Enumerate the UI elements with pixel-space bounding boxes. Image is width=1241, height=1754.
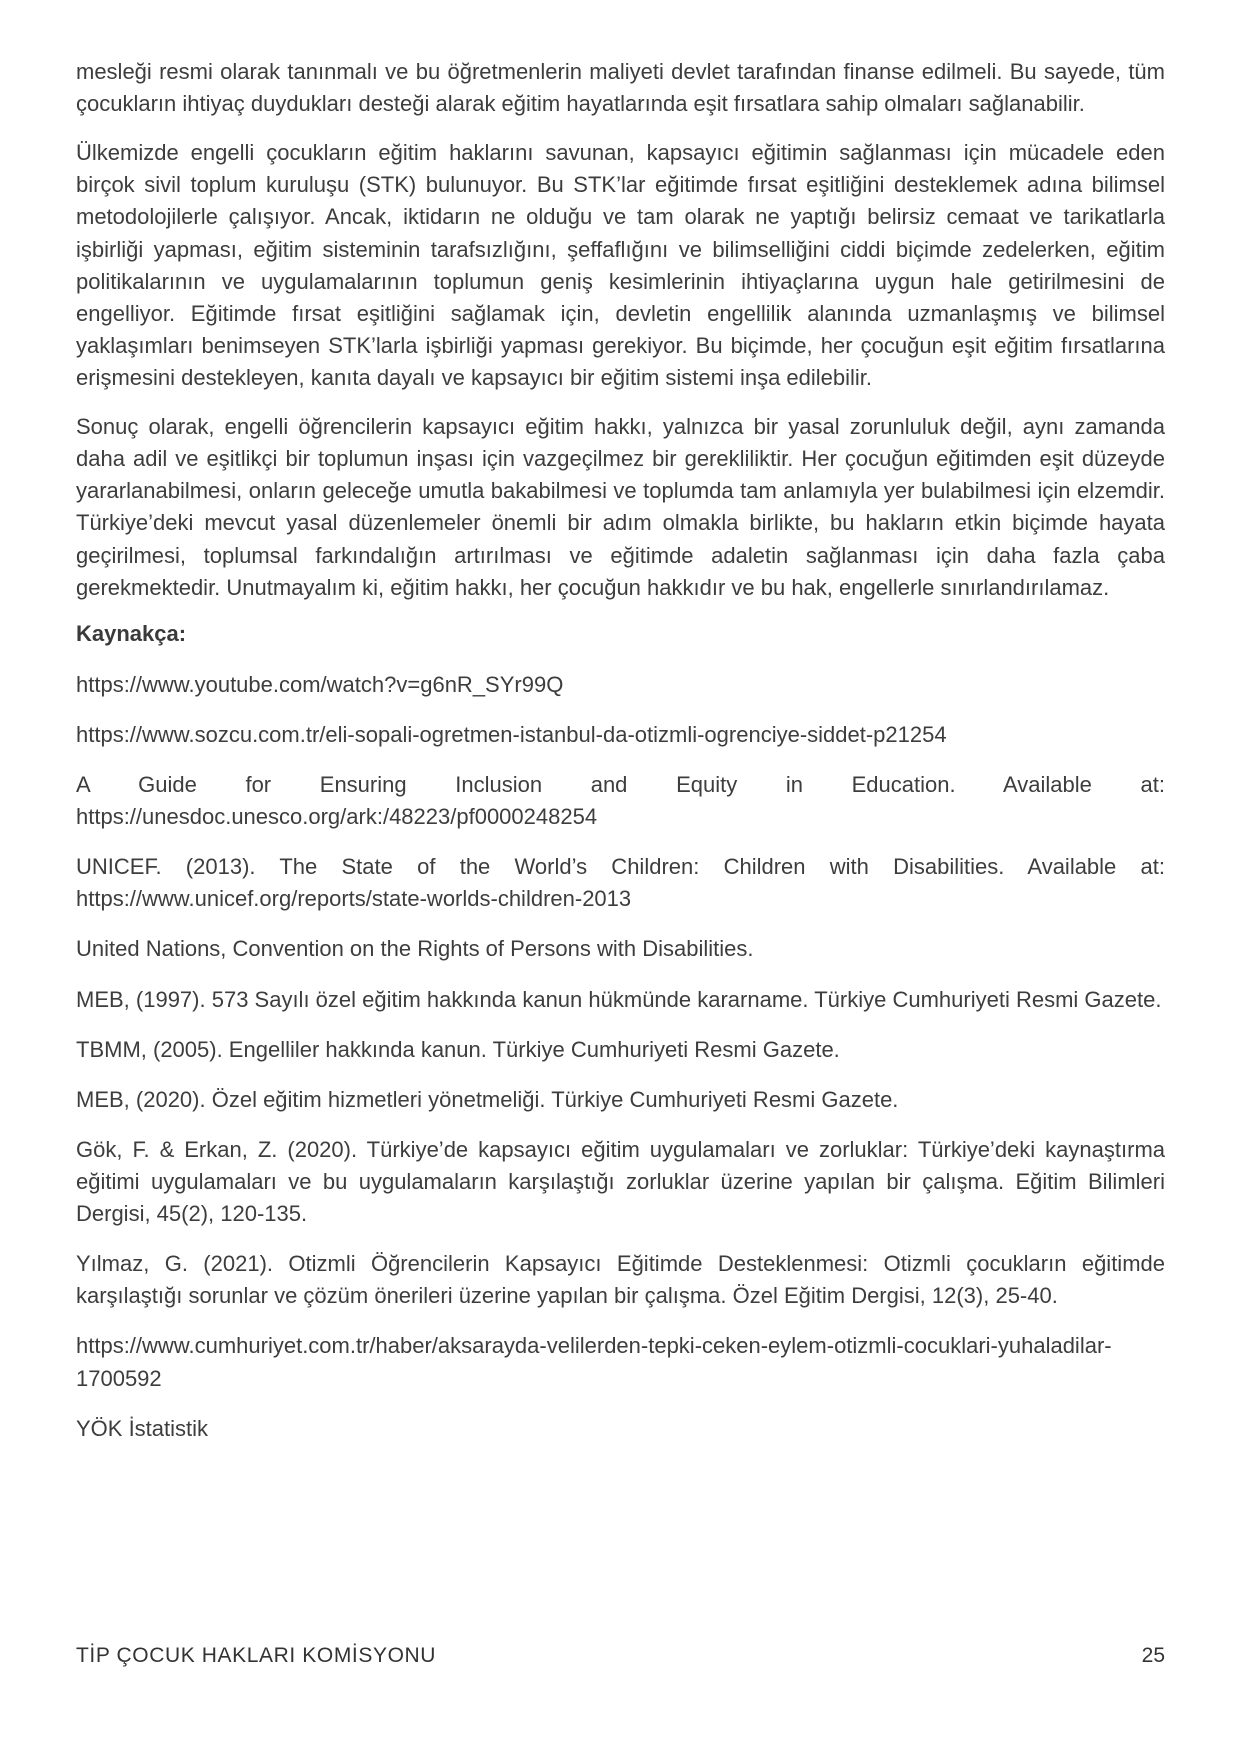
reference-item: United Nations, Convention on the Rights of Persons with Disabilities. — [76, 936, 754, 962]
references-list — [76, 669, 1165, 1445]
reference-item: YÖK İstatistik — [76, 1415, 209, 1441]
reference-item: https://www.cumhuriyet.com.tr/haber/aksarayda-velilerden-tepki-ceken-eylem-otizmli-cocuklari-yuhaladilar-1700592 — [76, 1333, 1112, 1391]
paragraph-2: Ülkemizde engelli çocukların eğitim haklarını savunan, kapsayıcı eğitimin sağlanması için mücadele eden birçok sivil toplum kuruluşu (STK) bulunuyor. Bu STK’lar eğitimde fırsat eşitliğini desteklemek adına bilimsel metodolojilerle çalışıyor. Ancak, iktidarın ne olduğu ve tam olarak ne yaptığı belirsiz cemaat ve tarikatlarla işbirliği yapması, eğitim sisteminin tarafsızlığını, şeffaflığını ve bilimselliğini ciddi biçimde zedelerken, eğitim politikalarının ve uygulamalarının toplumun geniş kesimlerinin ihtiyaçlarına uygun hale getirilmesini de engelliyor. Eğitimde fırsat eşitliğini sağlamak için, devletin engellilik alanında uzmanlaşmış ve bilimsel yaklaşımları benimseyen STK’larla işbirliği yapması gerekiyor. Bu biçimde, her çocuğun eşit eğitim fırsatlarına erişmesini destekleyen, kanıta dayalı ve kapsayıcı bir eğitim sistemi inşa edilebilir. — [76, 140, 1165, 390]
reference-item: TBMM, (2005). Engelliler hakkında kanun. Türkiye Cumhuriyeti Resmi Gazete. — [76, 1036, 840, 1062]
body-text — [76, 56, 1165, 604]
reference-item: Gök, F. & Erkan, Z. (2020). Türkiye’de kapsayıcı eğitim uygulamaları ve zorluklar: Türkiye’deki kaynaştırma eğitimi uygulamaları ve bu uygulamaların karşılaştığı zorluklar üzerine yapılan bir çalışma. Eğitim Bilimleri Dergisi, 45(2), 120-135. — [76, 1136, 1165, 1227]
reference-item: UNICEF. (2013). The State of the World’s Children: Children with Disabilities. Available at: https://www.unicef.org/reports/state-worlds-children-2013 — [76, 854, 1165, 912]
reference-item: https://www.youtube.com/watch?v=g6nR_SYr99Q — [76, 671, 564, 697]
reference-item: A Guide for Ensuring Inclusion and Equity in Education. Available at: https://unesdoc.unesco.org/ark:/48223/pf0000248254 — [76, 771, 1165, 830]
paragraph-3: Sonuç olarak, engelli öğrencilerin kapsayıcı eğitim hakkı, yalnızca bir yasal zorunluluk değil, aynı zamanda daha adil ve eşitlikçi bir toplumun inşası için vazgeçilmez bir gerekliliktir. Her çocuğun eğitimden eşit düzeyde yararlanabilmesi, onların geleceğe umutla bakabilmesi ve toplumda tam anlamıyla yer bulabilmesi için elzemdir. Türkiye’deki mevcut yasal düzenlemeler önemli bir adım olmakla birlikte, bu hakların etkin biçimde hayata geçirilmesi, toplumsal farkındalığın artırılması ve eğitimde adaletin sağlanması için daha fazla çaba gerekmektedir. Unutmayalım ki, eğitim hakkı, her çocuğun hakkıdır ve bu hak, engellerle sınırlandırılamaz. — [76, 414, 1165, 600]
reference-item: https://www.sozcu.com.tr/eli-sopali-ogretmen-istanbul-da-otizmli-ogrenciye-siddet-p21254 — [76, 721, 947, 747]
reference-item: Yılmaz, G. (2021). Otizmli Öğrencilerin Kapsayıcı Eğitimde Desteklenmesi: Otizmli çocukların eğitimde karşılaştığı sorunlar ve çözüm önerileri üzerine yapılan bir çalışma. Özel Eğitim Dergisi, 12(3), 25-40. — [76, 1251, 1165, 1309]
page-number: 25 — [1141, 1644, 1165, 1667]
references-heading: Kaynakça: — [76, 620, 187, 646]
reference-item: MEB, (1997). 573 Sayılı özel eğitim hakkında kanun hükmünde kararname. Türkiye Cumhuriyeti Resmi Gazete. — [76, 986, 1162, 1012]
reference-item: MEB, (2020). Özel eğitim hizmetleri yönetmeliği. Türkiye Cumhuriyeti Resmi Gazete. — [76, 1086, 899, 1112]
page-footer — [76, 1644, 1165, 1668]
footer-title: TİP ÇOCUK HAKLARI KOMİSYONU — [76, 1644, 437, 1667]
paragraph-1: mesleği resmi olarak tanınmalı ve bu öğretmenlerin maliyeti devlet tarafından finanse edilmeli. Bu sayede, tüm çocukların ihtiyaç duydukları desteği alarak eğitim hayatlarında eşit fırsatlara sahip olmaları sağlanabilir. — [76, 59, 1165, 117]
